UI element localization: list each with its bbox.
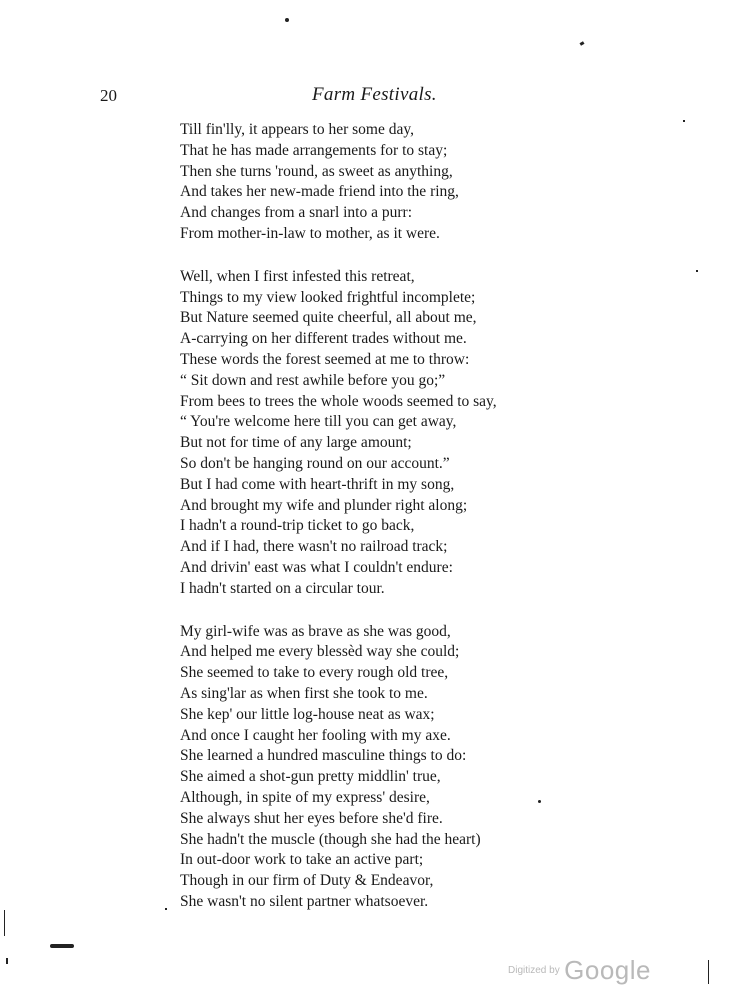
- poem-line: And changes from a snarl into a purr:: [180, 204, 413, 222]
- scan-speck: [6, 958, 8, 964]
- stanza-2: [180, 267, 600, 600]
- poem-line: I hadn't a round-trip ticket to go back,: [180, 517, 415, 535]
- google-logo: Google: [564, 955, 651, 985]
- stanza-3: [180, 622, 600, 913]
- poem-line: In out-door work to take an active part;: [180, 851, 424, 869]
- scan-speck: [165, 908, 167, 910]
- poem-line: She kep' our little log-house neat as wax;: [180, 705, 435, 723]
- poem-line: From mother-in-law to mother, as it were.: [180, 224, 440, 242]
- poem-line: But not for time of any large amount;: [180, 434, 412, 452]
- poem-line: She always shut her eyes before she'd fire.: [180, 809, 443, 827]
- poem-line: And takes her new-made friend into the ring,: [180, 183, 459, 201]
- poem-line: She learned a hundred masculine things to do:: [180, 747, 467, 765]
- poem-line: My girl-wife was as brave as she was good,: [180, 622, 451, 640]
- poem-line: And once I caught her fooling with my axe.: [180, 726, 451, 744]
- poem-line: And helped me every blessèd way she could;: [180, 643, 460, 661]
- running-title: Farm Festivals.: [312, 84, 437, 105]
- scan-speck: [696, 270, 698, 272]
- scan-speck: [683, 120, 685, 122]
- poem-line: And brought my wife and plunder right along;: [180, 496, 468, 514]
- poem-line: Well, when I first infested this retreat,: [180, 267, 415, 285]
- poem-body: [180, 120, 600, 935]
- poem-line: Then she turns 'round, as sweet as anything,: [180, 162, 453, 180]
- poem-line: So don't be hanging round on our account.”: [180, 454, 450, 472]
- poem-line: That he has made arrangements for to stay;: [180, 141, 448, 159]
- watermark-prefix: Digitized by: [508, 965, 560, 976]
- page-number: 20: [100, 86, 117, 105]
- poem-line: “ You're welcome here till you can get away,: [180, 413, 457, 431]
- poem-line: And drivin' east was what I couldn't endure:: [180, 558, 453, 576]
- poem-line: She wasn't no silent partner whatsoever.: [180, 892, 429, 910]
- poem-line: A-carrying on her different trades without me.: [180, 330, 467, 348]
- stanza-1: [180, 120, 600, 245]
- poem-line: Though in our firm of Duty & Endeavor,: [180, 872, 434, 890]
- digitized-watermark: [508, 955, 651, 986]
- poem-line: These words the forest seemed at me to throw:: [180, 350, 470, 368]
- poem-line: She aimed a shot-gun pretty middlin' true,: [180, 768, 441, 786]
- scan-speck: [580, 41, 585, 46]
- poem-line: And if I had, there wasn't no railroad track;: [180, 538, 448, 556]
- poem-line: Till fin'lly, it appears to her some day,: [180, 121, 414, 138]
- scan-speck: [285, 18, 289, 22]
- poem-line: I hadn't started on a circular tour.: [180, 579, 385, 597]
- scan-smudge: [50, 944, 74, 948]
- poem-line: As sing'lar as when first she took to me.: [180, 684, 428, 702]
- scan-speck: [708, 960, 709, 984]
- scan-speck: [538, 800, 541, 803]
- poem-line: But Nature seemed quite cheerful, all about me,: [180, 309, 477, 327]
- poem-line: She hadn't the muscle (though she had the heart): [180, 830, 481, 848]
- poem-line: But I had come with heart-thrift in my song,: [180, 475, 455, 493]
- scan-speck: [4, 910, 5, 936]
- poem-line: She seemed to take to every rough old tree,: [180, 664, 449, 682]
- poem-line: “ Sit down and rest awhile before you go;”: [180, 371, 446, 389]
- poem-line: Although, in spite of my express' desire,: [180, 788, 430, 806]
- poem-line: From bees to trees the whole woods seemed to say,: [180, 392, 497, 410]
- poem-line: Things to my view looked frightful incomplete;: [180, 288, 476, 306]
